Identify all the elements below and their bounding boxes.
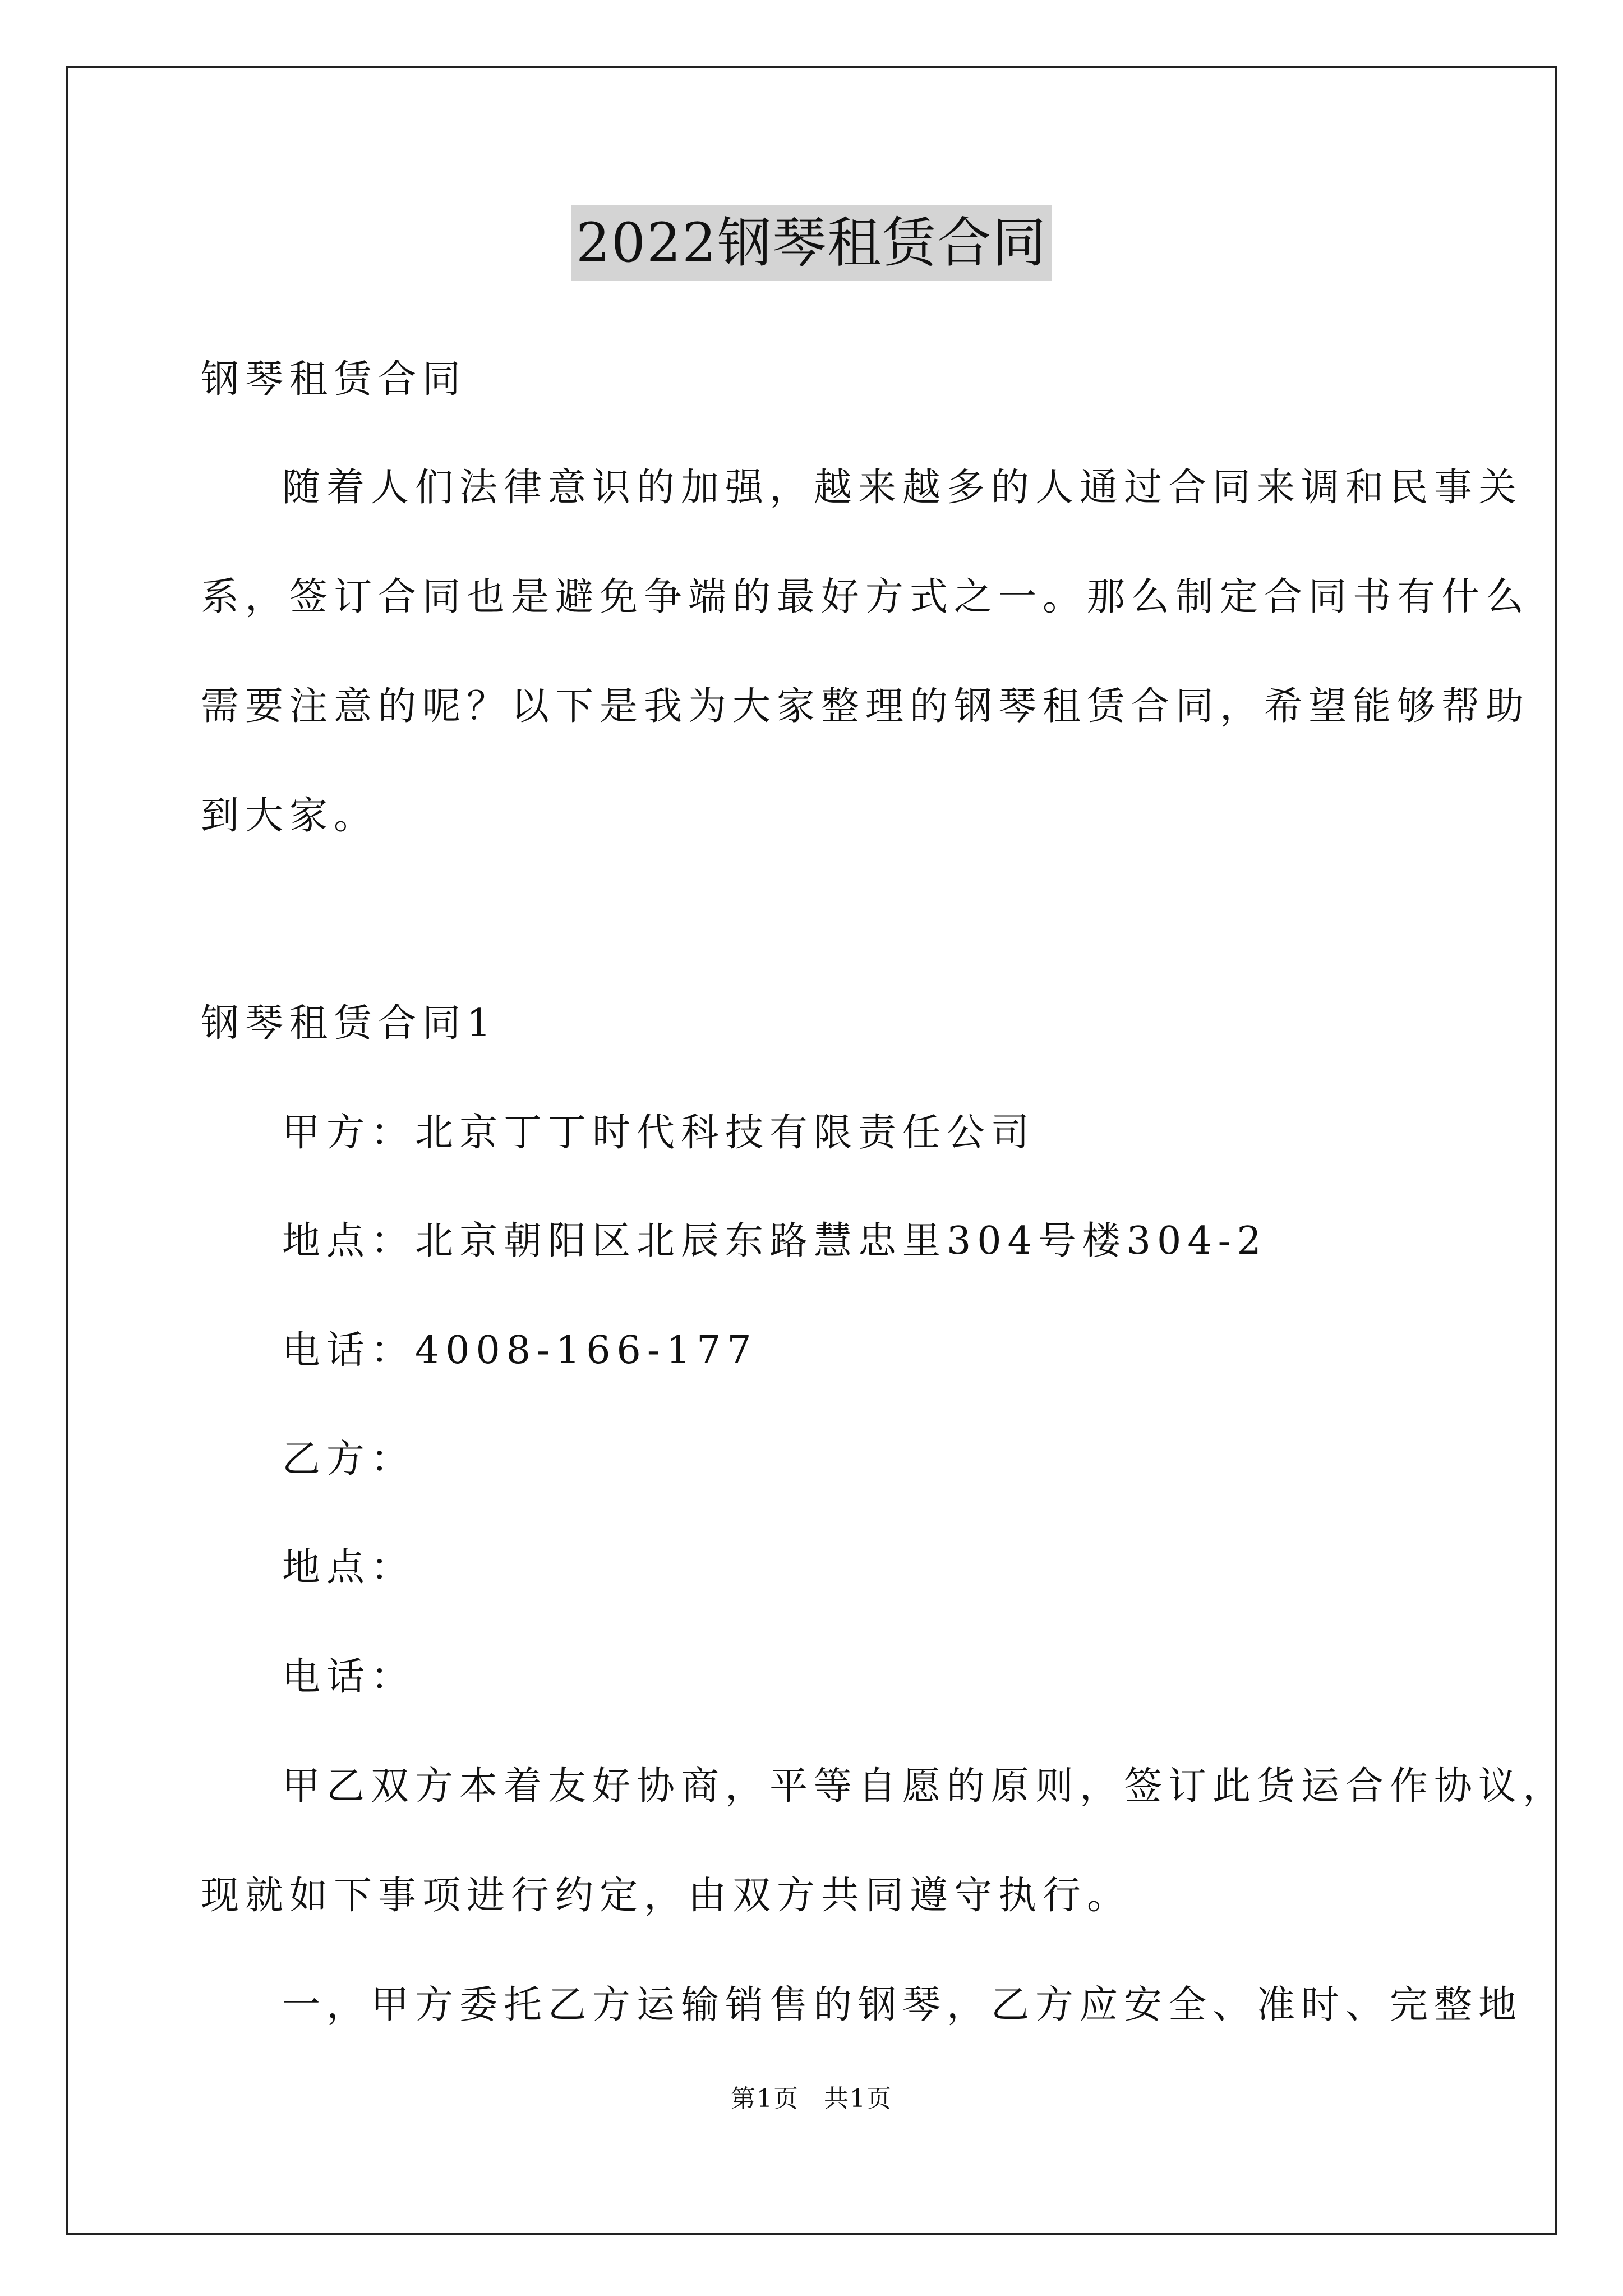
title-container — [0, 205, 1623, 281]
intro-line-4: 到大家。 — [201, 794, 379, 838]
page-footer — [0, 2082, 1623, 2116]
party-b-phone: 电话： — [282, 1655, 416, 1699]
intro-line-1: 随着人们法律意识的加强，越来越多的人通过合同来调和民事关 — [282, 466, 1523, 510]
page-number: 第1页 — [731, 2085, 799, 2113]
party-a-address: 地点：北京朝阳区北辰东路慧忠里304号楼304-2 — [282, 1219, 1267, 1263]
clause-1-line: 一，甲方委托乙方运输销售的钢琴，乙方应安全、准时、完整地 — [282, 1983, 1523, 2027]
party-b-address: 地点： — [282, 1545, 416, 1590]
party-b-name: 乙方： — [282, 1437, 416, 1481]
intro-line-2: 系，签订合同也是避免争端的最好方式之一。那么制定合同书有什么 — [201, 575, 1530, 619]
agreement-line-2: 现就如下事项进行约定，由双方共同遵守执行。 — [201, 1874, 1132, 1918]
section-heading: 钢琴租赁合同1 — [201, 1001, 497, 1046]
page-total: 共1页 — [824, 2085, 892, 2113]
agreement-line-1: 甲乙双方本着友好协商，平等自愿的原则，签订此货运合作协议， — [282, 1764, 1567, 1809]
party-a-name: 甲方：北京丁丁时代科技有限责任公司 — [282, 1111, 1036, 1155]
party-a-phone: 电话：4008-166-177 — [282, 1328, 758, 1373]
intro-line-3: 需要注意的呢？以下是我为大家整理的钢琴租赁合同，希望能够帮助 — [201, 684, 1530, 729]
document-title: 2022钢琴租赁合同 — [571, 205, 1052, 281]
subtitle: 钢琴租赁合同 — [201, 357, 467, 402]
